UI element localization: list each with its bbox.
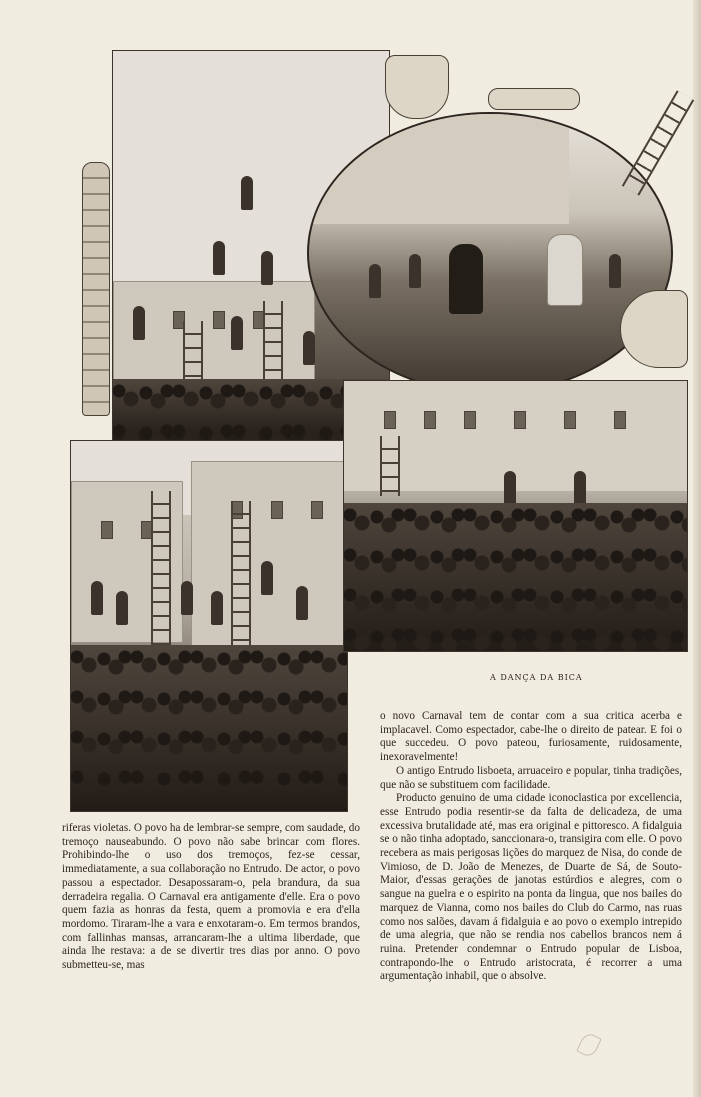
decorative-column bbox=[82, 162, 110, 416]
ornament-crest bbox=[385, 55, 449, 119]
text-column-right bbox=[380, 710, 682, 984]
photo-crowd-dance-right bbox=[343, 380, 688, 652]
paragraph: O antigo Entrudo lisboeta, arruaceiro e popular, tinha tradições, que não se substituem com facilidade. bbox=[380, 764, 682, 791]
paragraph: o novo Carnaval tem de contar com a sua critica acerba e implacavel. Como espectador, cabe-lhe o direito de patear. E foi o que succedeu. O povo pateou, furiosamente, ruidosamente, inexoravelmente! bbox=[380, 710, 682, 764]
paragraph: Producto genuino de uma cidade iconoclastica por excellencia, esse Entrudo podia resentir-se da falta de delicadeza, de uma excessiva brutalidade até, mas era original e pittoresco. A fidalguia se o não tinha adoptado, sanccionara-o, transigira com elle. O povo recebera as mais perigosas lições do marquez de Nisa, do conde de Vimioso, de D. João de Menezes, de Duarte de Sá, de Souto-Maior, d'essas gerações de janotas estúrdios e alegres, com o sangue na guelra e o espirito na ponta da lingua, que nos bailes do marquez de Vianna, como nos bailes do Club do Carmo, nas ruas como nos salões, davam á fidalguia e ao povo o exemplo intrepido de uma alegria, que não se rendia nos cabellos brancos nem á ruina. Pretender condemnar o Entrudo popular de Lisboa, contrapondo-lhe o Entrudo aristocrata, é recorrer a uma argumentação inhabil, que o absolve. bbox=[380, 792, 682, 983]
photo-horsemen-oval bbox=[307, 112, 673, 394]
paragraph: riferas violetas. O povo ha de lembrar-se sempre, com saudade, do tremoço nauseabundo. O povo não sabe brincar com flores. Prohibindo-lhe o uso dos tremoços, fez-se cessar, immediatamente, a sua collaboração no Entrudo. De actor, o povo passou a espectador. Desapossaram-o, pela brandura, da sua derradeira regalia. O Carnaval era antigamente d'elle. Era o povo quem fazia as honras da festa, quem a promovia e era d'ella mordomo. Tiraram-lhe a vara e enxotaram-o. Em termos brandos, com fallinhas mansas, arrancaram-lhe a ultima liberdade, que ainda lhe restava: a de se divertir tres dias por anno. O povo submetteu-se, mas bbox=[62, 822, 360, 972]
ornament-drum bbox=[620, 290, 688, 368]
text-column-left bbox=[62, 822, 360, 973]
pencil-mark bbox=[576, 1031, 602, 1059]
photo-ladders-bottom-left bbox=[70, 440, 348, 812]
photo-caption: A DANÇA DA BICA bbox=[490, 673, 583, 682]
page-edge bbox=[693, 0, 701, 1097]
ornament-ladder bbox=[622, 90, 694, 195]
ornament-garland bbox=[488, 88, 580, 110]
